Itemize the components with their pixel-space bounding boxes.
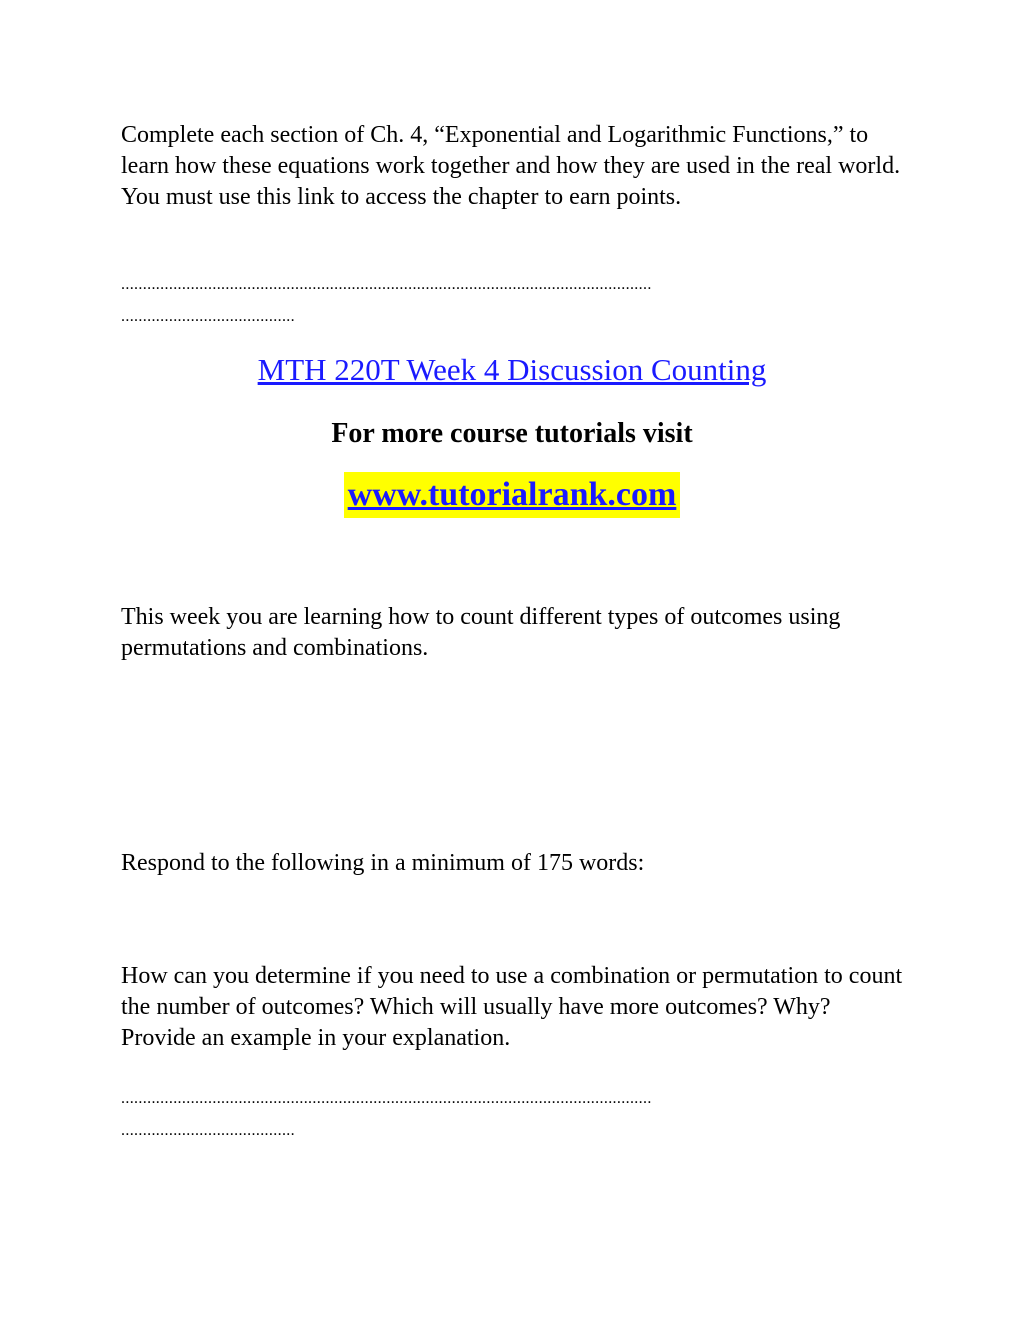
site-link[interactable]: www.tutorialrank.com: [344, 472, 681, 518]
separator-bottom-line-1: ..........................................................................................................................: [121, 1090, 652, 1107]
separator-bottom-line-2: ........................................: [121, 1122, 295, 1139]
visit-heading: For more course tutorials visit: [331, 418, 693, 449]
course-title-link[interactable]: MTH 220T Week 4 Discussion Counting: [257, 352, 767, 387]
question-paragraph: How can you determine if you need to use a combination or permutation to count the number of outcomes? Which will usually have more outcomes? Why? Provide an example in your explanation.: [121, 963, 903, 1051]
intro-paragraph: Complete each section of Ch. 4, “Exponential and Logarithmic Functions,” to learn how these equations work together and how they are used in the real world. You must use this link to access the chapter to earn points.: [121, 122, 901, 210]
separator-top-line-1: ..........................................................................................................................: [121, 276, 652, 293]
instruction-paragraph: Respond to the following in a minimum of 175 words:: [121, 850, 645, 876]
intro-week-paragraph: This week you are learning how to count different types of outcomes using permutations and combinations.: [121, 604, 841, 661]
course-title-row: [0, 350, 1024, 390]
separator-top-line-2: ........................................: [121, 308, 295, 325]
site-link-row: [0, 472, 1024, 518]
